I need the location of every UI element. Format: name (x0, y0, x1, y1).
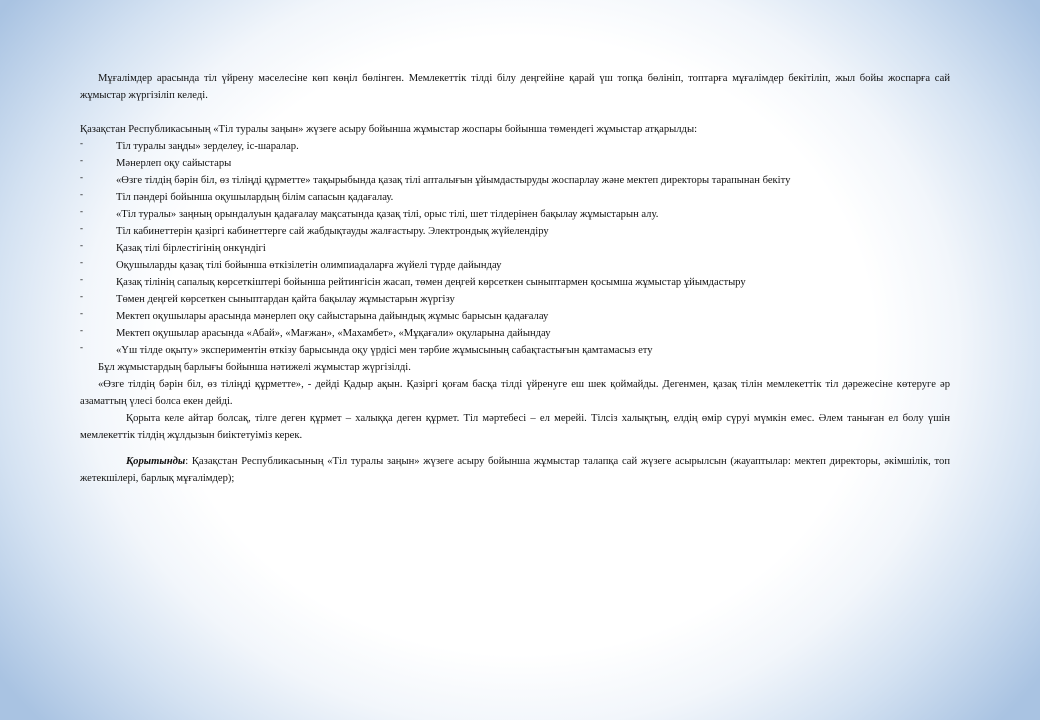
bullet-marker: - (80, 206, 83, 216)
result-paragraph: Бұл жұмыстардың барлығы бойынша нәтижелі жұмыстар жүргізілді. (98, 362, 411, 373)
list-item (80, 223, 950, 240)
bullet-marker: - (80, 257, 83, 267)
list-item (80, 155, 950, 172)
list-item-text: Мектеп оқушылар арасында «Абай», «Мағжан», «Махамбет», «Мұқағали» оқуларына дайындау (116, 328, 551, 339)
list-item-text: Қазақ тілі бірлестігінің онкүндігі (116, 243, 266, 254)
conclusion-text: : Қазақстан Республикасының «Тіл туралы заңын» жүзеге асыру бойынша жұмыстар талапқа сай жүзеге асырылсын (жауаптылар: мектеп директоры, әкімшілік, топ жетекшілері, барлық мұғалімдер); (80, 456, 950, 484)
bullet-marker: - (80, 342, 83, 352)
list-item (80, 189, 950, 206)
list-item (80, 240, 950, 257)
bullet-marker: - (80, 308, 83, 318)
list-item-text: «Өзге тілдің бәрін біл, өз тіліңді құрметте» тақырыбында қазақ тілі апталығын ұйымдастыруды жоспарлау және мектеп директоры тарапынан бекіту (116, 175, 791, 186)
work-items-list (80, 138, 950, 359)
list-item-text: «Үш тілде оқыту» экспериментін өткізу барысында оқу үрдісі мен тәрбие жұмысының сабақтастығын қамтамасыз ету (116, 345, 653, 356)
list-item-text: Тіл кабинеттерін қазіргі кабинеттерге сай жабдықтауды жалғастыру. Электрондық жүйелендіру (116, 226, 549, 237)
bullet-marker: - (80, 325, 83, 335)
list-item-text: Қазақ тілінің сапалық көрсеткіштері бойынша рейтингісін жасап, төмен деңгей көрсеткен сыныптармен қосымша жұмыстар ұйымдастыру (116, 277, 746, 288)
bullet-marker: - (80, 240, 83, 250)
conclusion-paragraph (80, 453, 950, 487)
bullet-marker: - (80, 138, 83, 148)
list-item (80, 206, 950, 223)
list-item-text: Мектеп оқушылары арасында мәнерлеп оқу сайыстарына дайындық жұмыс барысын қадағалау (116, 311, 549, 322)
summary-paragraph: Қорыта келе айтар болсақ, тілге деген құрмет – халыққа деген құрмет. Тіл мәртебесі – ел мерейі. Тілсіз халықтың, елдің өмір сүруі мүмкін емес. Әлем таныған ел болу үшін мемлекеттік тілдің жұлдызын биіктетуіміз керек. (80, 413, 950, 441)
bullet-marker: - (80, 223, 83, 233)
list-item-text: Төмен деңгей көрсеткен сыныптардан қайта бақылау жұмыстарын жүргізу (116, 294, 455, 305)
bullet-marker: - (80, 274, 83, 284)
bullet-marker: - (80, 155, 83, 165)
spacer (80, 104, 950, 121)
list-item (80, 342, 950, 359)
list-item-text: Мәнерлеп оқу сайыстары (116, 158, 232, 169)
spacer (80, 444, 950, 453)
list-item (80, 291, 950, 308)
document-body (80, 70, 950, 487)
plan-heading: Қазақстан Республикасының «Тіл туралы заңын» жүзеге асыру бойынша жұмыстар жоспары бойынша төмендегі жұмыстар атқарылды: (80, 124, 698, 135)
list-item-text: «Тіл туралы» заңның орындалуын қадағалау мақсатында қазақ тілі, орыс тілі, шет тілдерінен бақылау жұмыстарын алу. (116, 209, 659, 220)
list-item (80, 172, 950, 189)
quote-paragraph: «Өзге тілдің бәрін біл, өз тіліңді құрметте», - дейді Қадыр ақын. Қазіргі қоғам басқа тілді үйренуге еш шек қоймайды. Дегенмен, қазақ тілін мемлекеттік тіл дәрежесіне көтеруге әр азаматтың үлесі болса екен дейді. (80, 379, 950, 407)
list-item (80, 274, 950, 291)
list-item (80, 257, 950, 274)
list-item (80, 138, 950, 155)
bullet-marker: - (80, 189, 83, 199)
intro-paragraph: Мұғалімдер арасында тіл үйрену мәселесіне көп көңіл бөлінген. Мемлекеттік тілді білу деңгейіне қарай үш топқа бөлініп, топтарға мұғалімдер бекітіліп, жыл бойы жоспарға сай жұмыстар жүргізіліп келеді. (80, 73, 950, 101)
list-item-text: Тіл пәндері бойынша оқушылардың білім сапасын қадағалау. (116, 192, 394, 203)
list-item (80, 308, 950, 325)
conclusion-label: Қорытынды (126, 456, 186, 467)
list-item-text: Тіл туралы заңды» зерделеу, іс-шаралар. (116, 141, 299, 152)
list-item (80, 325, 950, 342)
list-item-text: Оқушыларды қазақ тілі бойынша өткізілетін олимпиадаларға жүйелі түрде дайындау (116, 260, 502, 271)
bullet-marker: - (80, 172, 83, 182)
bullet-marker: - (80, 291, 83, 301)
